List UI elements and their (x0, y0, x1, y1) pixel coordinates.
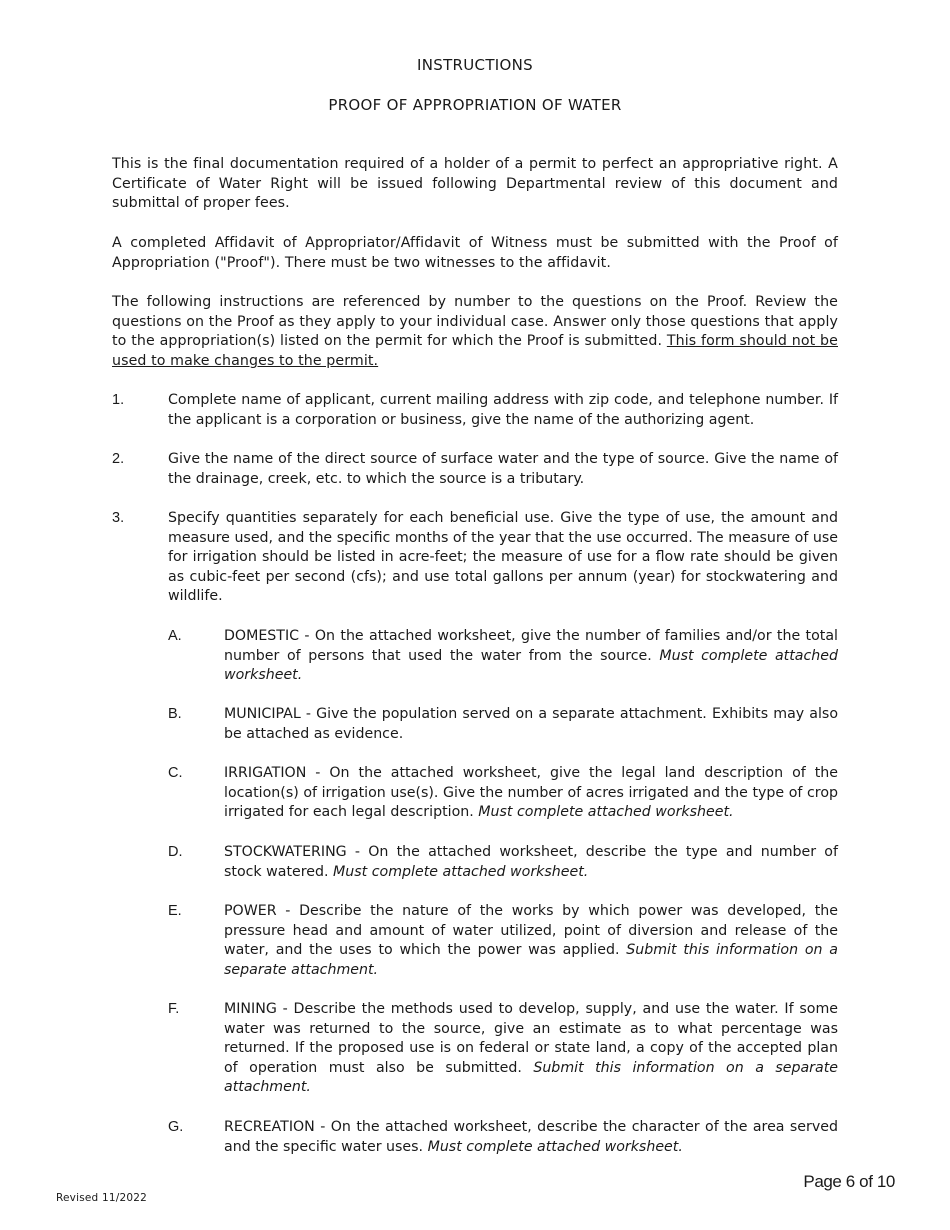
sub-item-letter: C. (168, 765, 183, 781)
sub-item-body: MUNICIPAL - Give the population served on a separate attachment. Exhibits may also be attached as evidence. (224, 706, 838, 742)
underlined-warning: This form should not be used to make changes to the permit. (112, 333, 838, 369)
sub-item-letter: F. (168, 1001, 180, 1017)
page-subtitle: PROOF OF APPROPRIATION OF WATER (328, 96, 622, 114)
sub-item-text (224, 705, 838, 744)
page-number: Page 6 of 10 (803, 1172, 895, 1191)
sub-item-letter: B. (168, 706, 182, 722)
item-text: Specify quantities separately for each beneficial use. Give the type of use, the amount and measure used, and the specific months of the year that the use occurred. The measure of use for irrigation should be listed in acre-feet; the measure of use for a flow rate should be given as cubic-feet per second (cfs); and use total gallons per annum (year) for stockwatering and wildlife. (168, 510, 838, 605)
sub-item-body: IRRIGATION - On the attached worksheet, give the legal land description of the location(s) of irrigation use(s). Give the number of acres irrigated and the type of crop irrigated for each legal description. (224, 765, 838, 821)
sub-item-note: Submit this information on a separate attachment. (224, 942, 838, 978)
sub-item-text (224, 1118, 838, 1157)
sub-item-text (224, 902, 838, 980)
sub-item-note: Must complete attached worksheet. (224, 647, 838, 684)
sub-item-body: STOCKWATERING - On the attached worksheet, describe the type and number of stock watered. (224, 844, 838, 880)
sub-item-note: Must complete attached worksheet. (478, 804, 734, 821)
page-title: INSTRUCTIONS (417, 56, 533, 74)
sub-item-letter: D. (168, 844, 183, 860)
item-text: Complete name of applicant, current mailing address with zip code, and telephone number. If the applicant is a corporation or business, give the name of the authorizing agent. (168, 392, 838, 428)
sub-item-text (224, 764, 838, 823)
sub-item-letter: E. (168, 903, 182, 919)
sub-item-note: Must complete attached worksheet. (333, 863, 589, 880)
intro-paragraph-1: This is the final documentation required of a holder of a permit to perfect an appropriative right. A Certificate of Water Right will be issued following Departmental review of this document and submittal of proper fees. (112, 156, 838, 212)
item-number: 3. (112, 510, 125, 526)
item-number: 2. (112, 451, 125, 467)
sub-item-note: Must complete attached worksheet. (427, 1138, 683, 1155)
sub-item-text (224, 843, 838, 882)
intro-paragraph-3-text: The following instructions are referenced by number to the questions on the Proof. Review the questions on the Proof as they apply to your individual case. Answer only those questions that apply to the appropriation(s) listed on the permit for which the Proof is submitted. (112, 294, 838, 350)
intro-paragraph-2: A completed Affidavit of Appropriator/Affidavit of Witness must be submitted with the Proof of Appropriation ("Proof"). There must be two witnesses to the affidavit. (112, 235, 838, 271)
sub-item-letter: A. (168, 628, 182, 644)
sub-item-body: MINING - Describe the methods used to develop, supply, and use the water. If some water was returned to the source, give an estimate as to what percentage was returned. If the proposed use is on federal or state land, a copy of the accepted plan of operation must also be submitted. (224, 1001, 838, 1076)
intro-paragraph-3 (112, 293, 838, 371)
sub-item-text (224, 627, 838, 686)
item-number: 1. (112, 392, 125, 408)
sub-item-body: POWER - Describe the nature of the works by which power was developed, the pressure head and amount of water utilized, point of diversion and release of the water, and the uses to which the power was applied. (224, 903, 838, 959)
revision-date: Revised 11/2022 (56, 1192, 147, 1204)
sub-item-body: DOMESTIC - On the attached worksheet, give the number of families and/or the total number of persons that used the water from the source. (224, 628, 838, 664)
item-text: Give the name of the direct source of surface water and the type of source. Give the name of the drainage, creek, etc. to which the source is a tributary. (168, 451, 838, 487)
sub-item-text (224, 1000, 838, 1098)
sub-item-body: RECREATION - On the attached worksheet, describe the character of the area served and the specific water uses. (224, 1119, 838, 1155)
sub-item-letter: G. (168, 1119, 184, 1135)
sub-item-note: Submit this information on a separate attachment. (224, 1059, 838, 1096)
